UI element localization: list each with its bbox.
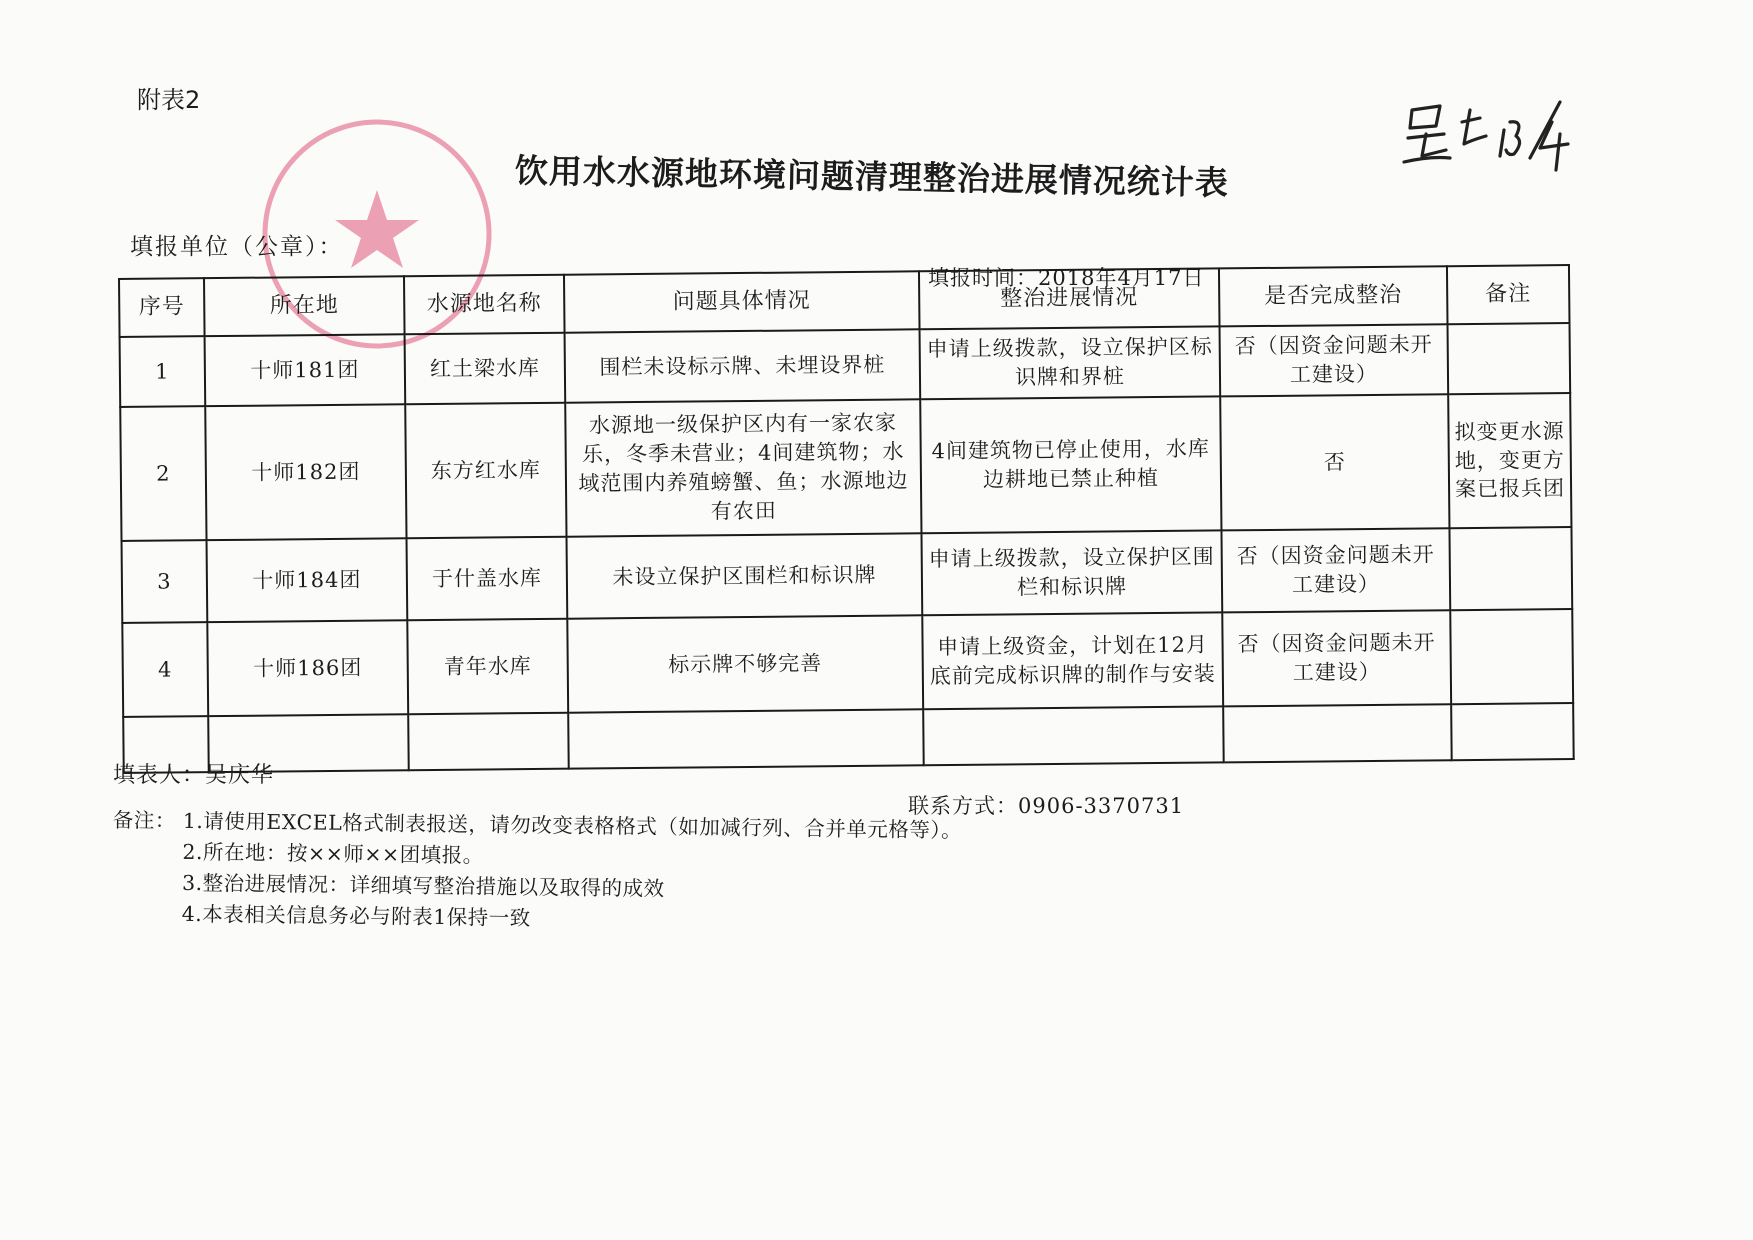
cell-done: 否（因资金问题未开工建设） [1221,528,1450,612]
handwritten-signature [1400,92,1575,187]
note-item: 1.请使用EXCEL格式制表报送，请勿改变表格格式（如加减行列、合并单元格等）。 [182,808,963,843]
notes-section [111,805,962,939]
cell-no: 4 [122,622,208,717]
cell-progress: 申请上级拨款，设立保护区标识牌和界桩 [920,326,1221,399]
cell-progress: 4间建筑物已停止使用，水库边耕地已禁止种植 [920,396,1221,533]
cell-issue [568,709,924,768]
statistics-table [118,264,1575,774]
cell-progress: 申请上级资金，计划在12月底前完成标识牌的制作与安装 [922,612,1223,709]
cell-remark [1451,703,1574,760]
attachment-label: 附表2 [137,86,201,114]
fill-time: 填报时间：2018年4月17日 [928,266,1205,290]
cell-name [408,713,569,771]
cell-no: 2 [120,406,206,541]
cell-location: 十师184团 [207,538,408,622]
table-row [122,527,1573,623]
cell-location: 十师186团 [207,620,408,716]
cell-name: 红土梁水库 [405,333,566,405]
cell-remark [1450,609,1573,704]
filler-name: 填表人：吴庆华 [113,763,275,788]
header-cell: 问题具体情况 [564,271,920,332]
contact-info: 联系方式：0906-3370731 [908,794,1185,818]
note-item: 4.本表相关信息务必与附表1保持一致 [181,901,531,931]
header-cell: 水源地名称 [404,275,565,335]
cell-name: 于什盖水库 [407,537,568,621]
cell-remark [1449,527,1572,610]
cell-done [1223,704,1452,762]
note-item: 2.所在地：按××师××团填报。 [182,839,484,868]
header-cell: 整治进展情况 [919,268,1220,329]
table-row [122,609,1573,717]
cell-location: 十师181团 [205,334,406,406]
cell-issue: 围栏未设标示牌、未埋设界桩 [565,329,921,402]
cell-issue: 水源地一级保护区内有一家农家乐，冬季未营业；4间建筑物；水域范围内养殖螃蟹、鱼；水源地边有农田 [565,399,921,536]
page-title: 饮用水水源地环境问题清理整治进展情况统计表 [514,151,1230,203]
header-cell: 序号 [119,278,205,337]
cell-done: 否 [1220,394,1449,530]
cell-issue: 未设立保护区围栏和标识牌 [567,533,923,618]
cell-location: 十师182团 [205,404,406,540]
cell-progress [923,706,1224,765]
cell-progress: 申请上级拨款，设立保护区围栏和标识牌 [921,530,1222,615]
cell-done: 否（因资金问题未开工建设） [1220,324,1449,396]
header-cell: 所在地 [204,276,405,336]
header-cell: 是否完成整治 [1219,266,1448,326]
cell-no: 1 [120,336,206,407]
cell-no: 3 [122,540,208,623]
cell-name: 青年水库 [407,619,568,715]
cell-issue: 标示牌不够完善 [567,615,923,712]
seal-star-icon [335,190,419,268]
cell-name: 东方红水库 [405,403,566,539]
fill-unit-label: 填报单位（公章）： [130,234,344,260]
cell-remark [1448,323,1571,394]
notes-label: 备注： [112,807,176,833]
cell-remark: 拟变更水源地，变更方案已报兵团 [1448,393,1571,528]
cell-done: 否（因资金问题未开工建设） [1222,610,1451,706]
table-row [120,393,1571,541]
header-cell: 备注 [1447,265,1570,324]
note-item: 3.整治进展情况：详细填写整治措施以及取得的成效 [181,870,665,901]
